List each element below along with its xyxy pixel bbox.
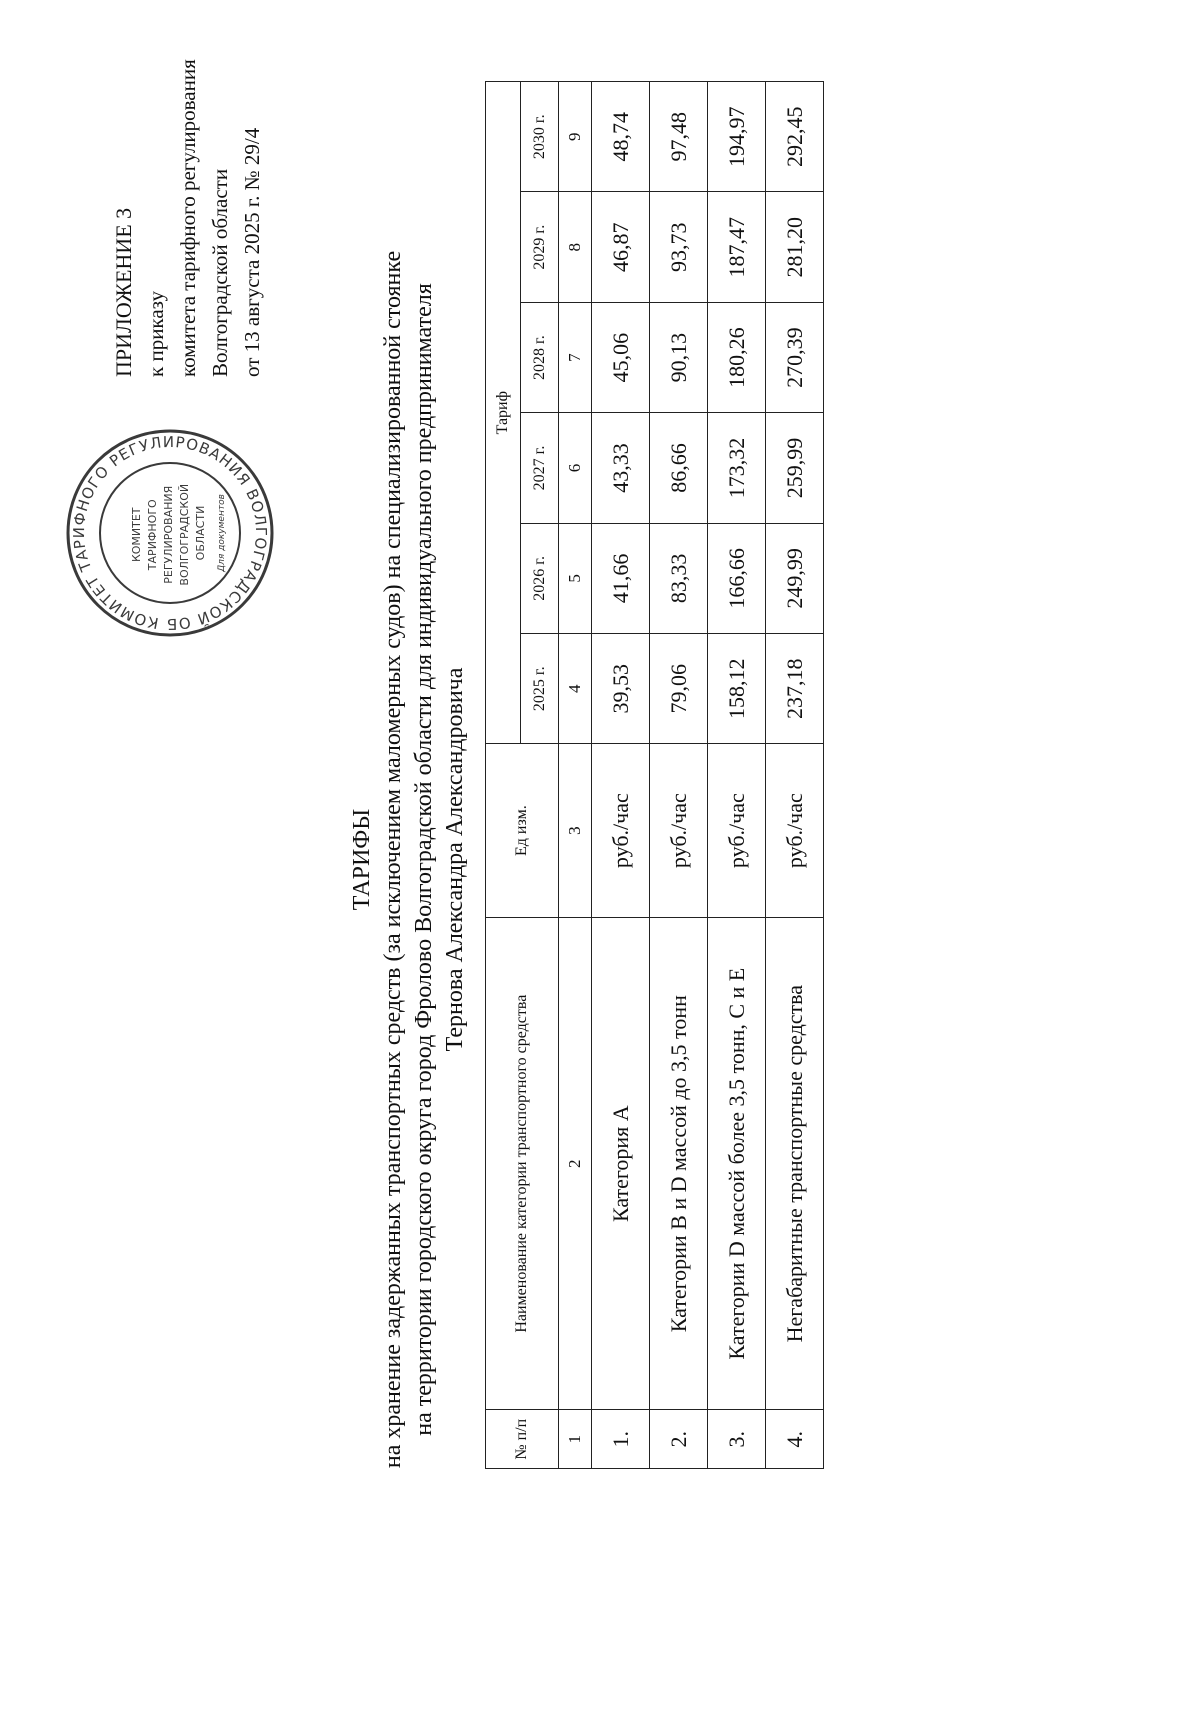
tariff-value: 173,32 <box>708 413 766 523</box>
svg-text:КОМИТЕТ ТАРИФНОГО <box>130 480 207 585</box>
tariff-value: 281,20 <box>766 192 824 302</box>
row-number: 3. <box>708 1410 766 1469</box>
table-row <box>650 82 708 1469</box>
category-name: Категория А <box>592 917 650 1410</box>
seal-stamp-icon <box>64 427 276 639</box>
seal-line-3: РЕГУЛИРОВАНИЯ <box>162 485 175 584</box>
column-number: 7 <box>559 302 592 412</box>
seal-line-5: ОБЛАСТИ <box>194 505 207 561</box>
table-header-row <box>486 82 521 1469</box>
tariff-value: 158,12 <box>708 634 766 744</box>
tariff-value: 41,66 <box>592 523 650 633</box>
appendix-title: ПРИЛОЖЕНИЕ 3 <box>111 207 136 377</box>
column-number: 1 <box>559 1410 592 1469</box>
header-year: 2027 г. <box>521 413 559 523</box>
table-row <box>592 82 650 1469</box>
tariff-value: 79,06 <box>650 634 708 744</box>
seal-line-1: КОМИТЕТ <box>130 507 143 563</box>
header-num: № п/п <box>486 1410 559 1469</box>
unit-cell: руб./час <box>708 744 766 917</box>
column-number: 6 <box>559 413 592 523</box>
seal-line-4: ВОЛГОГРАДСКОЙ <box>178 483 191 586</box>
tariff-value: 259,99 <box>766 413 824 523</box>
tariff-value: 237,18 <box>766 634 824 744</box>
tariff-value: 46,87 <box>592 192 650 302</box>
tariff-value: 249,99 <box>766 523 824 633</box>
column-number: 9 <box>559 82 592 192</box>
tariff-value: 194,97 <box>708 82 766 192</box>
official-seal <box>64 427 276 639</box>
category-name: Категории D массой более 3,5 тонн, С и Е <box>708 917 766 1410</box>
unit-cell: руб./час <box>592 744 650 917</box>
seal-line-2: ТАРИФНОГО <box>146 499 159 571</box>
category-name: Негабаритные транспортные средства <box>766 917 824 1410</box>
tariff-value: 83,33 <box>650 523 708 633</box>
unit-cell: руб./час <box>766 744 824 917</box>
header-tariff: Тариф <box>486 82 521 744</box>
appendix-line-4: от 13 августа 2025 г. № 29/4 <box>240 127 264 377</box>
header-year: 2029 г. <box>521 192 559 302</box>
header-year: 2026 г. <box>521 523 559 633</box>
tariff-value: 45,06 <box>592 302 650 412</box>
title-line-2: на территории городского округа город Фролово Волгоградской области для индивидуального предпринимателя <box>411 283 437 1436</box>
tariff-value: 187,47 <box>708 192 766 302</box>
unit-cell: руб./час <box>650 744 708 917</box>
row-number: 4. <box>766 1410 824 1469</box>
row-number: 1. <box>592 1410 650 1469</box>
seal-outer-text: КОМИТЕТ ТАРИФНОГО РЕГУЛИРОВАНИЯ ВОЛГОГРАДСКОЙ ОБ <box>69 432 271 634</box>
table-row <box>766 82 824 1469</box>
tariff-table <box>485 81 824 1469</box>
header-year: 2030 г. <box>521 82 559 192</box>
header-year: 2028 г. <box>521 302 559 412</box>
tariff-value: 180,26 <box>708 302 766 412</box>
tariff-value: 43,33 <box>592 413 650 523</box>
appendix-line-3: Волгоградской области <box>208 168 232 377</box>
table-row <box>708 82 766 1469</box>
header-name: Наименование категории транспортного средства <box>486 917 559 1410</box>
category-name: Категории В и D массой до 3,5 тонн <box>650 917 708 1410</box>
title-line-1: на хранение задержанных транспортных средств (за исключением маломерных судов) на специализированной стоянке <box>380 250 406 1469</box>
column-number: 2 <box>559 917 592 1410</box>
header-unit: Ед изм. <box>486 744 559 917</box>
tariff-value: 97,48 <box>650 82 708 192</box>
seal-bottom-text: Для документов <box>217 494 227 572</box>
header-year: 2025 г. <box>521 634 559 744</box>
column-number: 3 <box>559 744 592 917</box>
tariff-value: 270,39 <box>766 302 824 412</box>
row-number: 2. <box>650 1410 708 1469</box>
appendix-block <box>108 59 268 377</box>
column-number: 8 <box>559 192 592 302</box>
tariff-value: 166,66 <box>708 523 766 633</box>
tariff-value: 93,73 <box>650 192 708 302</box>
tariff-value: 48,74 <box>592 82 650 192</box>
tariff-value: 292,45 <box>766 82 824 192</box>
document-title <box>347 0 471 1719</box>
column-number: 5 <box>559 523 592 633</box>
column-number: 4 <box>559 634 592 744</box>
appendix-line-1: к приказу <box>144 291 168 377</box>
title-line-3: Тернова Александра Александровича <box>442 667 468 1052</box>
column-number-row <box>559 82 592 1469</box>
tariff-value: 90,13 <box>650 302 708 412</box>
title-heading: ТАРИФЫ <box>349 808 375 911</box>
appendix-line-2: комитета тарифного регулирования <box>176 59 200 377</box>
tariff-value: 86,66 <box>650 413 708 523</box>
tariff-value: 39,53 <box>592 634 650 744</box>
